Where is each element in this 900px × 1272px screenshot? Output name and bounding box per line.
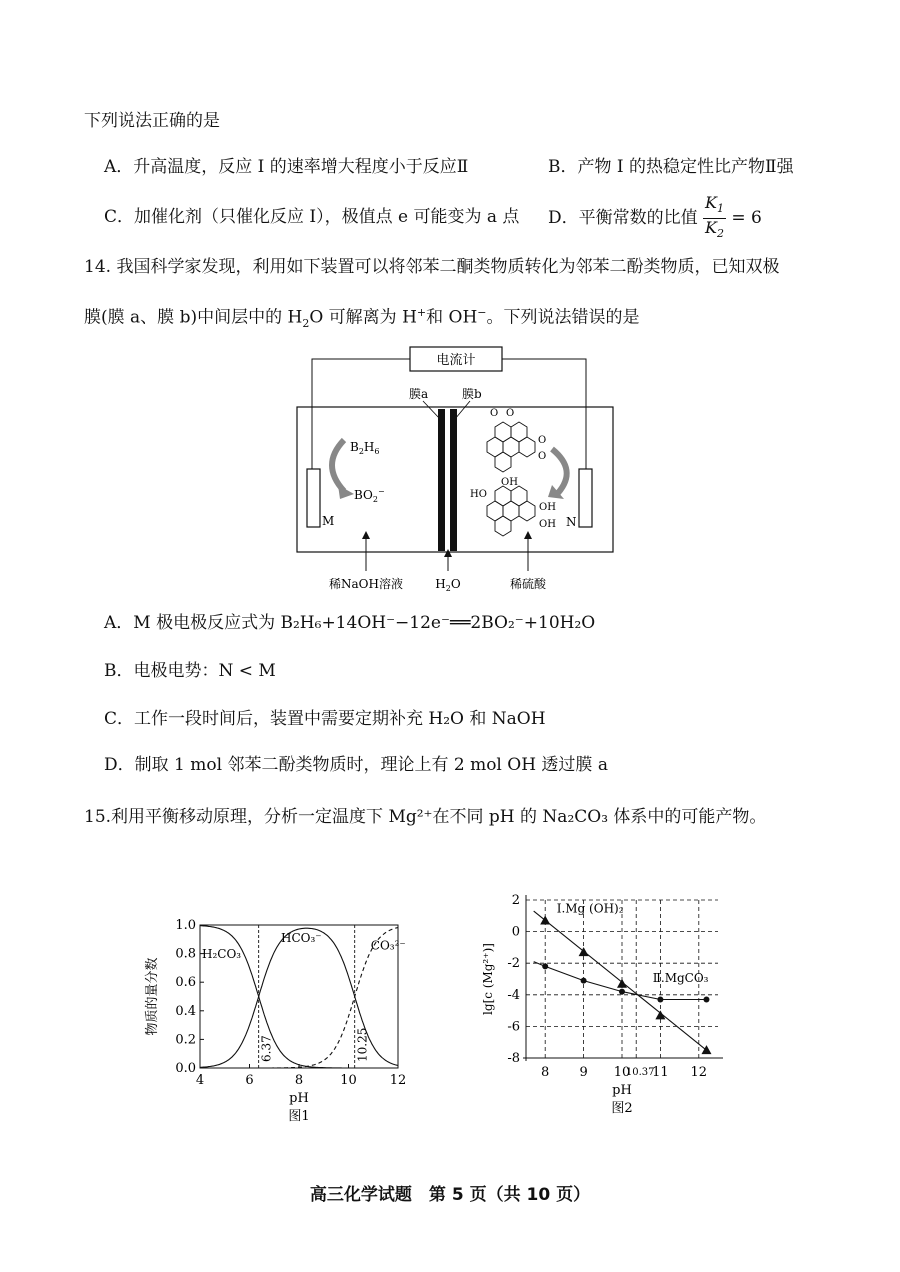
oh-label-1: HO	[470, 489, 487, 500]
page-footer: 高三化学试题 第 5 页（共 10 页）	[309, 1185, 591, 1205]
right-curved-arrow	[552, 449, 567, 493]
q13-option-a: A．升高温度，反应 I 的速率增大程度小于反应Ⅱ	[104, 157, 469, 177]
chart1-ylabel: 物质的量分数	[145, 957, 160, 1036]
q13-option-c: C．加催化剂（只催化反应 I），极值点 e 可能变为 a 点	[104, 207, 520, 227]
q14-stem-line2: 膜(膜 a、膜 b)中间层中的 $H_2O$ 可解离为 H+和 OH−。下列说法错误的是	[84, 306, 640, 331]
chart1-ytick-label: 0.8	[175, 946, 196, 962]
chart1-xlabel: pH	[289, 1091, 309, 1106]
chart1-xtick-label: 12	[389, 1073, 407, 1088]
electrode-m-label: M	[322, 514, 335, 528]
chart1-series-label-hco3: HCO₃⁻	[281, 931, 322, 946]
k2-symbol: K	[705, 218, 717, 238]
fraction-vs-ph-chart	[140, 900, 420, 1140]
q13-option-d	[548, 194, 762, 243]
chart2-intersection-label: 10.37	[625, 1067, 655, 1078]
chart2-mgoh2-point	[617, 979, 627, 988]
chart2-xtick-label: 8	[541, 1065, 550, 1080]
quinone-structure	[487, 422, 535, 472]
chart1-series-label-co3: CO₃²⁻	[370, 938, 406, 953]
chart2-ytick-label: 0	[511, 924, 520, 940]
lg-mg-vs-ph-chart	[478, 885, 748, 1140]
chart2-xtick-label: 12	[690, 1065, 708, 1080]
chart1-series-label-h2co3: H₂CO₃	[202, 946, 242, 961]
left-reactant: $B_2H_6$	[350, 440, 380, 456]
chart2-xtick-label: 11	[652, 1065, 669, 1080]
chart2-series-label-mgoh2: I.Mg (OH)₂	[556, 901, 624, 916]
chart1-ytick-label: 0.0	[175, 1061, 196, 1076]
k-ratio-fraction	[703, 194, 726, 243]
ammeter-label: 电流计	[436, 353, 476, 368]
o-label-4: O	[538, 451, 547, 462]
q14-stem-part-b: O 可解离为 H	[309, 307, 417, 328]
chart2-mgoh2-point	[701, 1045, 711, 1054]
chart2-ylabel: lg[c (Mg²⁺)]	[481, 943, 495, 1015]
chart2-title: 图2	[611, 1101, 633, 1116]
chart2-ytick-label: -2	[507, 956, 520, 972]
q14-option-c: C．工作一段时间后，装置中需要定期补充 H₂O 和 NaOH	[104, 709, 546, 729]
k1-symbol: K	[705, 193, 717, 212]
electrode-m	[307, 469, 320, 527]
q14-stem-part-c: 和 OH	[426, 307, 478, 328]
chart1-pka-label: 6.37	[259, 1035, 274, 1062]
k2-sub: 2	[717, 227, 724, 241]
o-label-1: O	[490, 408, 499, 419]
q14-option-d: D．制取 1 mol 邻苯二酚类物质时，理论上有 2 mol OH 透过膜 a	[104, 755, 608, 775]
chart1-xtick-label: 8	[294, 1073, 304, 1088]
chart2-ytick-label: 2	[511, 893, 520, 908]
q14-stem-part-a: 膜(膜 a、膜 b)中间层中的 H	[84, 307, 303, 328]
chart2-ytick-label: -8	[507, 1051, 520, 1066]
electrochemical-device-diagram	[290, 345, 620, 595]
q14-option-a: A．M 极电极反应式为 B₂H₆+14OH⁻−12e⁻══2BO₂⁻+10H₂O	[104, 613, 596, 633]
chart2-mgco3-point	[703, 997, 709, 1003]
chart2-mgco3-point	[581, 978, 587, 984]
q13-option-d-label: D．平衡常数的比值	[548, 208, 698, 229]
q14-stem-line1: 14. 我国科学家发现，利用如下装置可以将邻苯二酮类物质转化为邻苯二酚类物质，已知双极	[84, 257, 780, 277]
chart2-xtick-label: 9	[579, 1065, 588, 1080]
q14-stem-part-d: 。下列说法错误的是	[486, 307, 640, 328]
chart1-xtick-label: 4	[195, 1073, 205, 1088]
chart2-series-label-mgco3: Ⅱ.MgCO₃	[652, 971, 709, 986]
chart1-ytick-label: 1.0	[175, 918, 196, 933]
chart1-title: 图1	[288, 1109, 310, 1124]
catechol-structure	[487, 486, 535, 536]
left-product: $BO_2^-$	[354, 487, 385, 504]
k1-sub: 1	[717, 202, 724, 216]
chart2-ytick-label: -6	[507, 1019, 520, 1035]
chart1-ytick-label: 0.6	[175, 975, 196, 991]
q13-stem: 下列说法正确的是	[84, 111, 220, 131]
chart2-mgoh2-point	[655, 1010, 665, 1019]
chart1-xtick-label: 6	[245, 1073, 254, 1088]
left-curved-arrow	[332, 440, 344, 491]
q14-option-b: B．电极电势：N < M	[104, 661, 276, 681]
membrane-b-bar	[450, 409, 457, 551]
chart1-ytick-label: 0.2	[175, 1032, 196, 1048]
chart1-ytick-label: 0.4	[175, 1003, 196, 1019]
chart2-ytick-label: -4	[507, 987, 520, 1003]
chart2-mgco3-point	[657, 997, 663, 1003]
chart1-pka-label: 10.25	[355, 1027, 370, 1062]
chart2-mgco3-point	[619, 989, 625, 995]
electrode-n	[579, 469, 592, 527]
membrane-a-bar	[438, 409, 445, 551]
naoh-solution-label: 稀NaOH溶液	[329, 577, 403, 591]
membrane-a-label: 膜a	[409, 387, 429, 401]
electrode-n-label: N	[566, 515, 577, 529]
q13-option-b: B．产物 I 的热稳定性比产物Ⅱ强	[548, 157, 794, 177]
oh-label-2: OH	[501, 477, 518, 488]
chart2-mgco3-point	[542, 963, 548, 969]
membrane-b-label: 膜b	[462, 387, 482, 401]
oh-label-3: OH	[539, 502, 556, 513]
q15-stem: 15.利用平衡移动原理，分析一定温度下 Mg²⁺在不同 pH 的 Na₂CO₃ 体系中的可能产物。	[84, 807, 767, 827]
chart1-xtick-label: 10	[340, 1073, 357, 1088]
water-label: $H_2O$	[435, 577, 461, 593]
chart2-xlabel: pH	[612, 1083, 632, 1098]
o-label-2: O	[506, 408, 515, 419]
chart2-xtick-label: 10	[613, 1065, 631, 1080]
k-ratio-value: = 6	[731, 208, 762, 229]
sulfuric-acid-label: 稀硫酸	[509, 577, 547, 591]
o-label-3: O	[538, 435, 547, 446]
oh-label-4: OH	[539, 519, 556, 530]
